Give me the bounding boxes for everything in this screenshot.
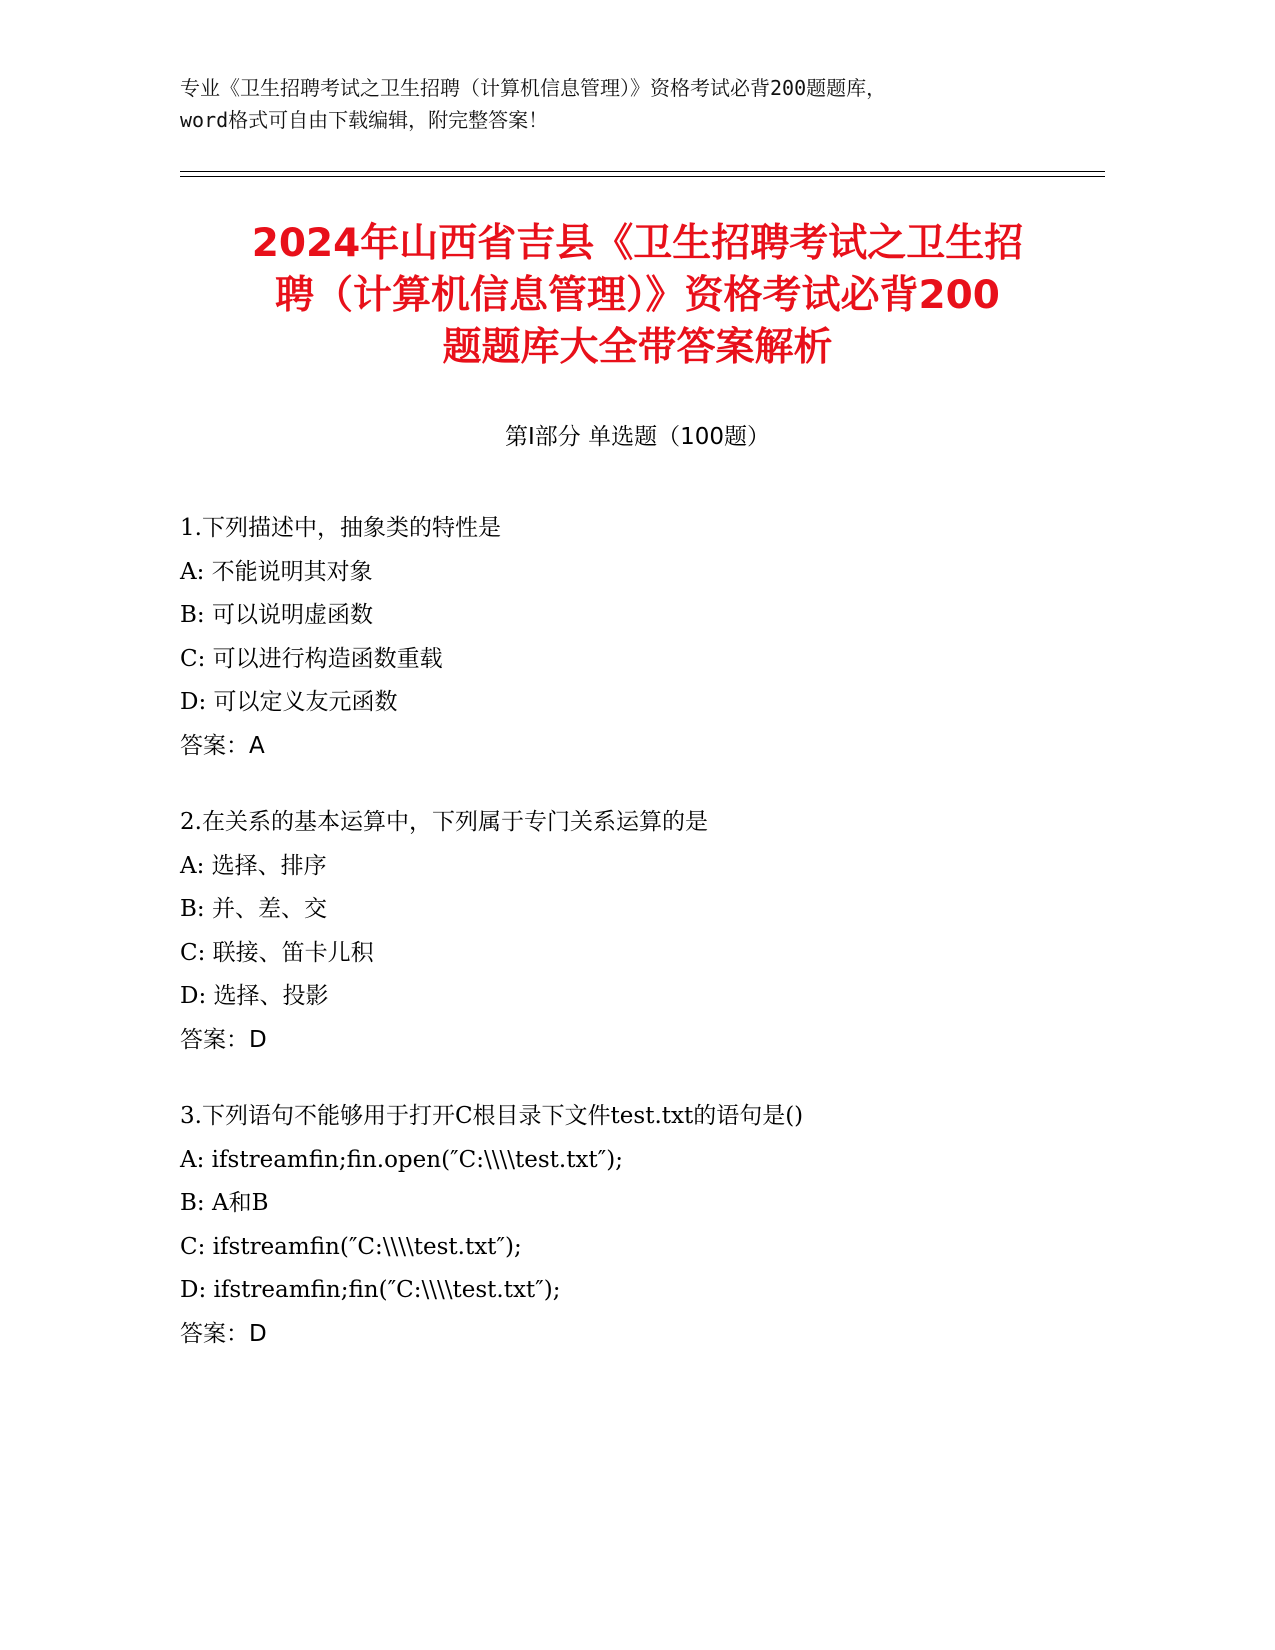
question-stem: 1.下列描述中，抽象类的特性是 xyxy=(180,515,501,541)
section-title: 第Ⅰ部分 单选题（100题） xyxy=(505,424,770,450)
option-d: D: 选择、投影 xyxy=(180,983,329,1009)
option-a: A: ifstreamfin;fin.open(″C:\\\\test.txt″); xyxy=(180,1146,623,1173)
option-a: A: 不能说明其对象 xyxy=(180,558,373,585)
document-title xyxy=(150,218,1125,374)
question-1 xyxy=(180,507,1110,768)
header-line-2: word格式可自由下载编辑，附完整答案！ xyxy=(180,108,549,132)
option-d: D: ifstreamfin;fin(″C:\\\\test.txt″); xyxy=(180,1277,561,1303)
title-line-2: 聘（计算机信息管理）》资格考试必背200 xyxy=(275,273,1000,318)
header-divider-bottom xyxy=(180,176,1105,177)
option-b: B: 并、差、交 xyxy=(180,896,327,922)
header-divider-top xyxy=(180,171,1105,172)
option-b: B: 可以说明虚函数 xyxy=(180,602,373,628)
question-3 xyxy=(180,1095,1110,1356)
question-stem: 3.下列语句不能够用于打开C根目录下文件test.txt的语句是() xyxy=(180,1103,804,1129)
question-2 xyxy=(180,801,1110,1062)
title-line-1: 2024年山西省吉县《卫生招聘考试之卫生招 xyxy=(251,221,1024,266)
option-d: D: 可以定义友元函数 xyxy=(180,689,398,715)
answer: 答案：D xyxy=(180,1026,267,1053)
document-header xyxy=(180,72,1110,136)
header-line-1: 专业《卫生招聘考试之卫生招聘（计算机信息管理）》资格考试必背200题题库， xyxy=(180,76,887,100)
option-b: B: A和B xyxy=(180,1190,269,1216)
option-c: C: 可以进行构造函数重载 xyxy=(180,645,443,672)
question-list xyxy=(180,507,1110,1389)
answer: 答案：A xyxy=(180,732,265,759)
option-c: C: 联接、笛卡儿积 xyxy=(180,939,374,966)
option-c: C: ifstreamfin(″C:\\\\test.txt″); xyxy=(180,1233,522,1260)
option-a: A: 选择、排序 xyxy=(180,852,327,879)
answer: 答案：D xyxy=(180,1320,267,1347)
title-line-3: 题题库大全带答案解析 xyxy=(442,325,833,370)
question-stem: 2.在关系的基本运算中，下列属于专门关系运算的是 xyxy=(180,809,708,835)
